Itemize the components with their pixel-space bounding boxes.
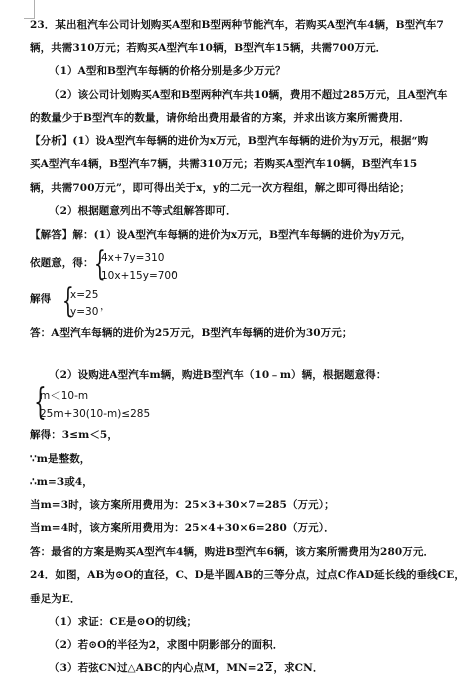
inequality-2: 25m+30(10-m)≤285 (40, 408, 151, 420)
q24-part-3-text: （3）若弦CN过△ABC的内心点M，MN=2 (49, 662, 265, 674)
part2-values: ∴m=3或4， (30, 476, 93, 488)
part2-case-3: 当m=3时，该方案所用费用为：25×3+30×7=285（万元）； (30, 499, 335, 511)
part2-setup: （2）设购进A型汽车m辆，购进B型汽车（10﹣m）辆，根据题意得： (49, 369, 387, 381)
sqrt-2: 2 (265, 662, 273, 674)
q24-part-2: （2）若⊙O的半径为2，求图中阴影部分的面积． (49, 639, 284, 651)
solve-label: 解得 (30, 293, 52, 305)
q23-line-1: 23．某出租汽车公司计划购买A型和B型两种节能汽车，若购买A型汽车4辆，B型汽车7 (30, 19, 444, 31)
part2-case-4: 当m=4时，该方案所用费用为：25×4+30×6=280（万元）． (30, 522, 335, 534)
analysis-line-3: 辆，共需700万元”，即可得出关于x，y的二元一次方程组，解之即可得出结论； (30, 182, 411, 194)
result-y: y=30 (70, 306, 99, 318)
result-x: x=25 (70, 289, 99, 301)
result-brace: { (61, 281, 74, 321)
q24-line-2: 垂足为E． (30, 593, 81, 605)
answer-2: 答：最省的方案是购买A型汽车4辆，购进B型汽车6辆，该方案所需费用为280万元． (30, 546, 435, 558)
q23-part-1: （1）A型和B型汽车每辆的价格分别是多少万元？ (49, 65, 286, 77)
q24-part-3 (49, 661, 323, 675)
q23-part-2-line-2: 的数量少于B型汽车的数量，请你给出费用最省的方案，并求出该方案所需费用． (30, 112, 410, 124)
q24-part-3-end: ，求CN． (273, 662, 324, 674)
part2-solve: 解得：3≤m＜5， (30, 429, 118, 441)
inequality-1: m＜10-m (40, 390, 89, 402)
page-corner-mark (24, 0, 35, 19)
solution-line-1: 【解答】解：(1）设A型汽车每辆的进价为x万元，B型汽车每辆的进价为y万元， (30, 229, 412, 241)
q23-line-2: 辆，共需310万元；若购买A型汽车10辆，B型汽车15辆，共需700万元． (30, 42, 387, 54)
inequality-brace: { (34, 382, 47, 423)
q23-part-2-line-1: （2）该公司计划购买A型和B型两种汽车共10辆，费用不超过285万元，且A型汽车 (49, 89, 448, 101)
equation-label: 依题意，得： (30, 257, 94, 269)
equation-1: 4x+7y=310 (101, 252, 165, 264)
equation-2: 10x+15y=700 (101, 270, 178, 282)
analysis-line-4: （2）根据题意列出不等式组解答即可． (49, 205, 237, 217)
result-tail: ， (100, 300, 111, 312)
q24-part-1: （1）求证：CE是⊙O的切线； (49, 616, 198, 628)
answer-1: 答：A型汽车每辆的进价为25万元，B型汽车每辆的进价为30万元； (30, 327, 353, 339)
part2-integer: ∵m是整数， (30, 453, 91, 465)
analysis-line-2: 买A型汽车4辆，B型汽车7辆，共需310万元；若购买A型汽车10辆，B型汽车15 (30, 158, 418, 170)
q24-line-1: 24．如图，AB为⊙O的直径，C、D是半圆AB的三等分点，过点C作AD延长线的垂线CE， (30, 569, 465, 581)
analysis-line-1: 【分析】(1）设A型汽车每辆的进价为x万元，B型汽车每辆的进价为y万元，根据“购 (30, 135, 429, 147)
equation-brace: { (93, 244, 106, 284)
equation-tail: ， (172, 263, 183, 275)
